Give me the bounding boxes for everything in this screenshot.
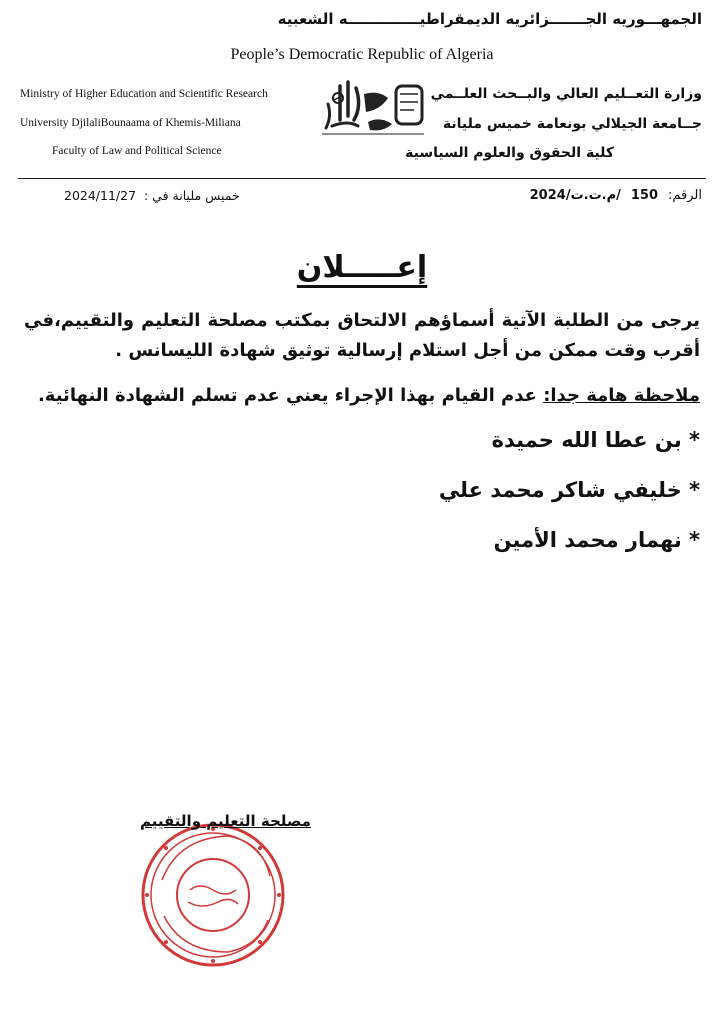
university-name-english: University DjilaliBounaama of Khemis-Miliana [20,117,241,129]
faculty-name-arabic: كلية الحقوق والعلوم السياسية [405,145,614,161]
date-value: 2024/11/27 [64,188,137,203]
list-item: * بن عطا الله حميدة [491,428,700,452]
ministry-name-english: Ministry of Higher Education and Scientific Research [20,88,268,100]
signature-label: مصلحة التعليم والتقييم [140,812,311,830]
reference-suffix: /م.ت.ت/2024 [529,188,621,203]
ministry-name-arabic: وزارة التعــليم العالي والبــحث العلــمي [430,86,702,102]
announcement-body: يرجى من الطلبة الآتية أسماؤهم الالتحاق بمكتب مصلحة التعليم والتقييم،في أقرب وقت ممكن من أجل استلام إرسالية توثيق شهادة الليسانس . [24,310,700,361]
note-text: عدم القيام بهذا الإجراء يعني عدم تسلم الشهادة النهائية. [37,385,544,406]
header-divider [18,178,706,179]
note-label: ملاحظة هامة جدا: [543,385,700,406]
date-label: خميس مليانة في : [144,188,240,203]
university-logo-icon [318,76,428,136]
reference-label: الرقم: [668,188,702,203]
country-name-arabic: الجمهـــوريه الجـــــــزائريه الديمقراطيــــــــــــــه الشعبيه [277,10,702,28]
list-item: * نهمار محمد الأمين [493,528,700,552]
reference-value: 150 [630,188,658,203]
reference-number [530,188,702,203]
list-item: * خليفي شاكر محمد علي [438,478,700,502]
country-name-english: People’s Democratic Republic of Algeria [230,46,494,63]
official-stamp-icon [138,820,288,970]
announcement-title-text: إعـــــلان [296,250,428,285]
faculty-name-english: Faculty of Law and Political Science [52,145,222,157]
announcement-title [0,250,724,285]
important-note [38,385,700,406]
university-name-arabic: جــامعة الجيلالي بونعامة خميس مليانة [442,116,702,132]
date-line [64,188,240,203]
